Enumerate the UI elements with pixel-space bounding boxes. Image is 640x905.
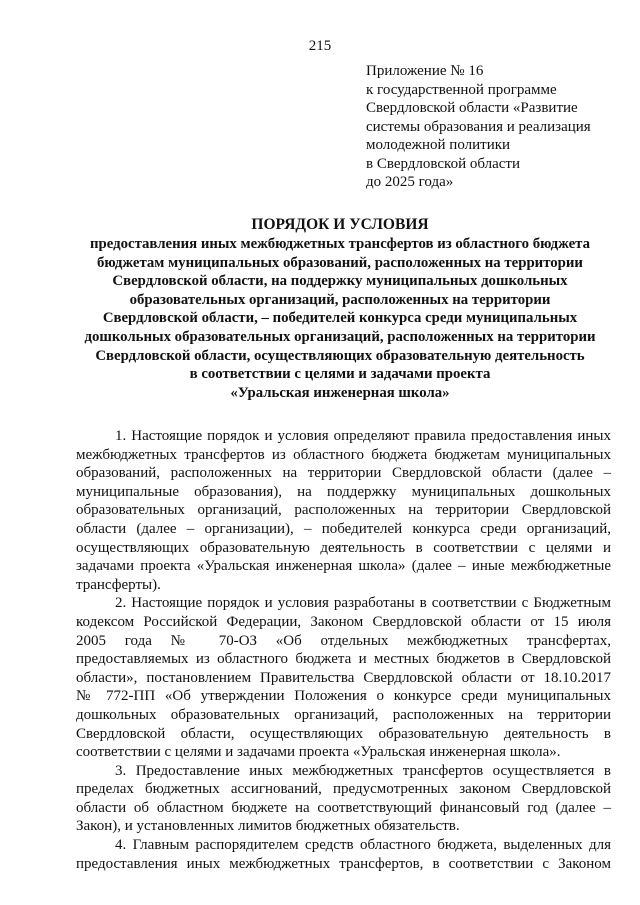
subtitle-line: предоставления иных межбюджетных трансфертов из областного бюджета [89, 236, 591, 252]
paragraph-line: области», постановлением Правительства Свердловской области от 18.10.2017 [76, 669, 611, 686]
subtitle-line: образовательных организаций, расположенных на территории [129, 291, 551, 308]
appendix-line: молодежной политики [366, 137, 511, 153]
document-body [76, 427, 611, 873]
paragraph-line: предоставления иных межбюджетных трансфертов, в соответствии с Законом [76, 855, 611, 872]
page-number: 215 [308, 38, 332, 54]
paragraph-line: кодексом Российской Федерации, Законом Свердловской области от 15 июля [76, 613, 611, 630]
paragraph-line: дошкольных образовательных организаций, расположенных на территории [76, 706, 611, 723]
paragraph-line: трансферты). [76, 576, 161, 593]
paragraph-line: № 772-ПП «Об утверждении Положения о конкурсе среди муниципальных [76, 688, 611, 705]
paragraph-line: Закон), и установленных лимитов бюджетных обязательств. [76, 818, 460, 835]
subtitle-line: Свердловской области, осуществляющих образовательную деятельность [95, 347, 585, 364]
appendix-line: к государственной программе [366, 81, 557, 98]
subtitle-line: «Уральская инженерная школа» [230, 384, 450, 401]
appendix-line: Свердловской области «Развитие [366, 100, 578, 116]
subtitle-line: дошкольных образовательных организаций, расположенных на территории [84, 328, 596, 345]
subtitle-line: в соответствии с целями и задачами проекта [189, 366, 491, 383]
paragraph-line: 1. Настоящие порядок и условия определяют правила предоставления иных [115, 428, 611, 444]
paragraph-1 [76, 427, 611, 594]
paragraph-line: предоставляемых из областного бюджета и местных бюджетов в Свердловской [76, 651, 611, 668]
subtitle-line: бюджетам муниципальных образований, расположенных на территории [97, 254, 583, 271]
paragraph-line: 2. Настоящие порядок и условия разработаны в соответствии с Бюджетным [115, 595, 611, 612]
appendix-header [366, 62, 628, 192]
appendix-line: до 2025 года» [366, 174, 454, 190]
subtitle-line: Свердловской области, на поддержку муниципальных дошкольных [112, 273, 568, 290]
document-title: ПОРЯДОК И УСЛОВИЯ [251, 216, 429, 233]
paragraph-2 [76, 594, 611, 761]
appendix-line: системы образования и реализация [366, 118, 591, 135]
paragraph-line: области об областном бюджете на соответствующий финансовый год (далее – [76, 799, 611, 816]
paragraph-line: задачами проекта «Уральская инженерная школа» (далее – иные межбюджетные [76, 558, 611, 575]
paragraph-line: области (далее – организации), – победителей конкурса среди организаций, [76, 520, 611, 537]
paragraph-line: соответствии с целями и задачами проекта «Уральская инженерная школа». [76, 744, 561, 761]
paragraph-4 [76, 836, 611, 873]
appendix-line: Приложение № 16 [366, 63, 484, 79]
document-heading [60, 215, 620, 402]
paragraph-line: Свердловской области, осуществляющих образовательную деятельность в [76, 725, 611, 742]
paragraph-line: образований, расположенных на территории Свердловской области (далее – [76, 465, 611, 482]
document-subtitle [60, 235, 620, 402]
paragraph-line: образовательных организаций, расположенных на территории Свердловской [76, 502, 611, 519]
paragraph-line: муниципальные образования), на поддержку муниципальных дошкольных [76, 483, 611, 500]
paragraph-line: межбюджетных трансфертов из областного бюджета бюджетам муниципальных [76, 446, 611, 463]
subtitle-line: Свердловской области, – победителей конкурса среди муниципальных [102, 310, 578, 327]
paragraph-line: 2005 года № 70-ОЗ «Об отдельных межбюджетных трансфертах, [76, 632, 611, 649]
paragraph-line: осуществляющих образовательную деятельность в соответствии с целями и [76, 539, 611, 556]
paragraph-line: 4. Главным распорядителем средств областного бюджета, выделенных для [115, 837, 611, 854]
paragraph-line: пределах бюджетных ассигнований, предусмотренных законом Свердловской [76, 781, 611, 798]
paragraph-line: 3. Предоставление иных межбюджетных трансфертов осуществляется в [115, 762, 611, 779]
paragraph-3 [76, 762, 611, 836]
appendix-line: в Свердловской области [366, 155, 521, 172]
